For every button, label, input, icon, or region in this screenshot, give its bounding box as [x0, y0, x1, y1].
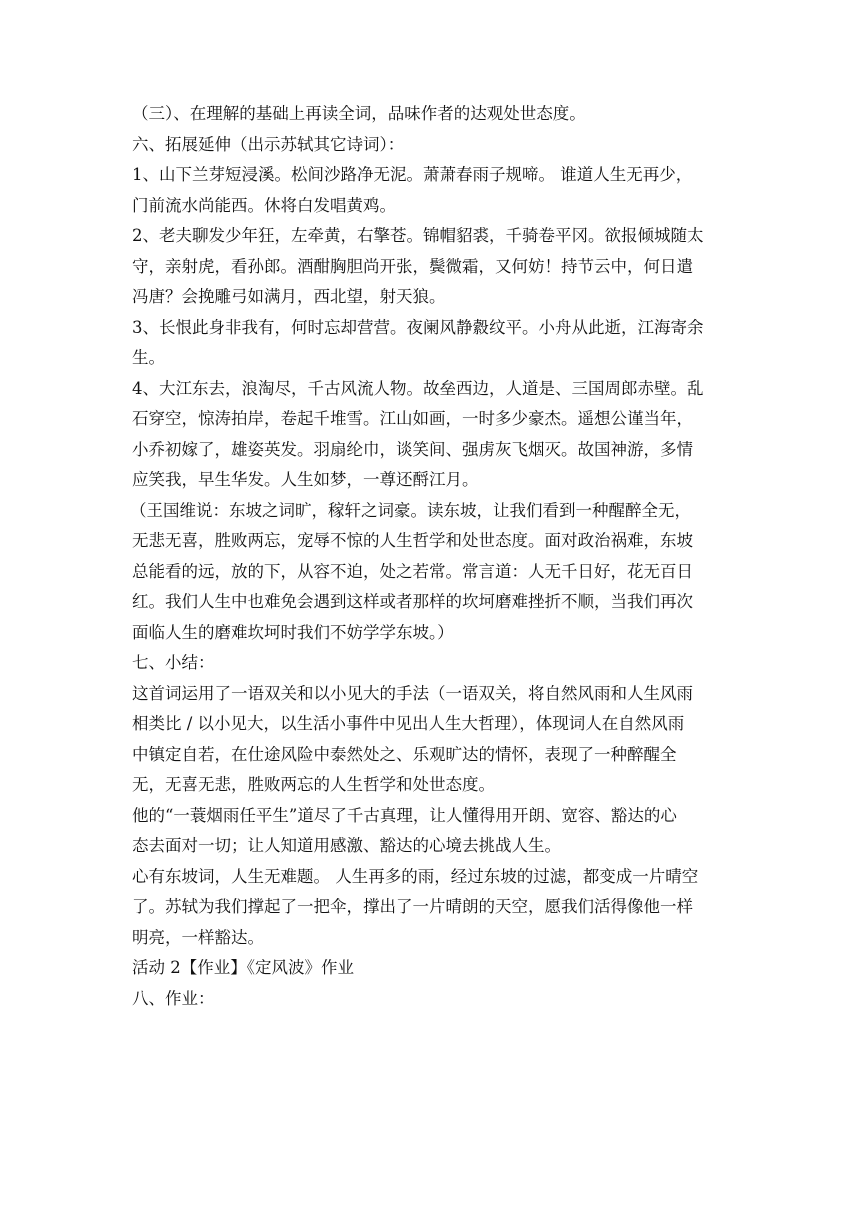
text-line: 态去面对一切；让人知道用感激、豁达的心境去挑战人生。: [132, 836, 561, 855]
text-line: 应笑我，早生华发。人生如梦，一尊还酹江月。: [132, 470, 479, 489]
section-heading: 六、拓展延伸（出示苏轼其它诗词）：: [132, 134, 405, 154]
text-line: 生。: [132, 348, 165, 367]
text-line: 中镇定自若，在仕途风险中泰然处之、乐观旷达的情怀，表现了一种醉醒全: [132, 744, 677, 764]
text-line: 3、长恨此身非我有，何时忘却营营。夜阑风静縠纹平。小舟从此逝，江海寄余: [132, 317, 704, 337]
text-line: 明亮，一样豁达。: [132, 927, 264, 947]
text-line: 守，亲射虎，看孙郎。酒酣胸胆尚开张，鬓微霜，又何妨！持节云中，何日遣: [132, 256, 693, 276]
text-line: 相类比 / 以小见大，以生活小事件中见出人生大哲理），体现词人在自然风雨: [132, 714, 685, 733]
text-line: 4、大江东去，浪淘尽，千古风流人物。故垒西边，人道是、三国周郎赤壁。乱: [132, 378, 704, 398]
text-line: 这首词运用了一语双关和以小见大的手法（一语双关，将自然风雨和人生风雨: [132, 683, 693, 703]
text-line: （王国维说：东坡之词旷，稼轩之词豪。读东坡，让我们看到一种醒醉全无，: [130, 500, 691, 520]
document-body: [132, 99, 732, 1014]
text-line: （三）、在理解的基础上再读全词，品味作者的达观处世态度。: [132, 104, 586, 123]
section-heading: 八、作业：: [132, 988, 215, 1008]
text-line: 无悲无喜，胜败两忘，宠辱不惊的人生哲学和处世态度。面对政治祸难，东坡: [132, 531, 693, 550]
text-line: 总能看的远，放的下，从容不迫，处之若常。常言道：人无千日好，花无百日: [132, 561, 693, 581]
text-line: 心有东坡词，人生无难题。 人生再多的雨，经过东坡的过滤，都变成一片晴空: [132, 866, 699, 886]
activity-heading: 活动 2【作业】《定风波》作业: [132, 958, 354, 977]
text-line: 2、老夫聊发少年狂，左牵黄，右擎苍。锦帽貂裘，千骑卷平冈。欲报倾城随太: [132, 226, 704, 245]
text-line: 他的“一蓑烟雨任平生”道尽了千古真理，让人懂得用开朗、宽容、豁达的心: [132, 805, 677, 825]
text-line: 面临人生的磨难坎坷时我们不妨学学东坡。）: [132, 622, 454, 642]
text-line: 红。我们人生中也难免会遇到这样或者那样的坎坷磨难挫折不顺，当我们再次: [132, 592, 693, 611]
text-line: 小乔初嫁了，雄姿英发。羽扇纶巾，谈笑间、强虏灰飞烟灭。故国神游，多情: [132, 439, 693, 459]
text-line: 了。苏轼为我们撑起了一把伞，撑出了一片晴朗的天空，愿我们活得像他一样: [132, 897, 693, 916]
text-line: 冯唐？会挽雕弓如满月，西北望，射天狼。: [132, 287, 446, 306]
text-line: 1、山下兰芽短浸溪。松间沙路净无泥。萧萧春雨子规啼。 谁道人生无再少，: [132, 165, 693, 184]
text-line: 无，无喜无悲，胜败两忘的人生哲学和处世态度。: [132, 775, 495, 794]
text-line: 石穿空，惊涛拍岸，卷起千堆雪。江山如画，一时多少豪杰。遥想公谨当年，: [132, 409, 693, 428]
section-heading: 七、小结：: [132, 653, 215, 672]
text-line: 门前流水尚能西。休将白发唱黄鸡。: [132, 195, 396, 215]
